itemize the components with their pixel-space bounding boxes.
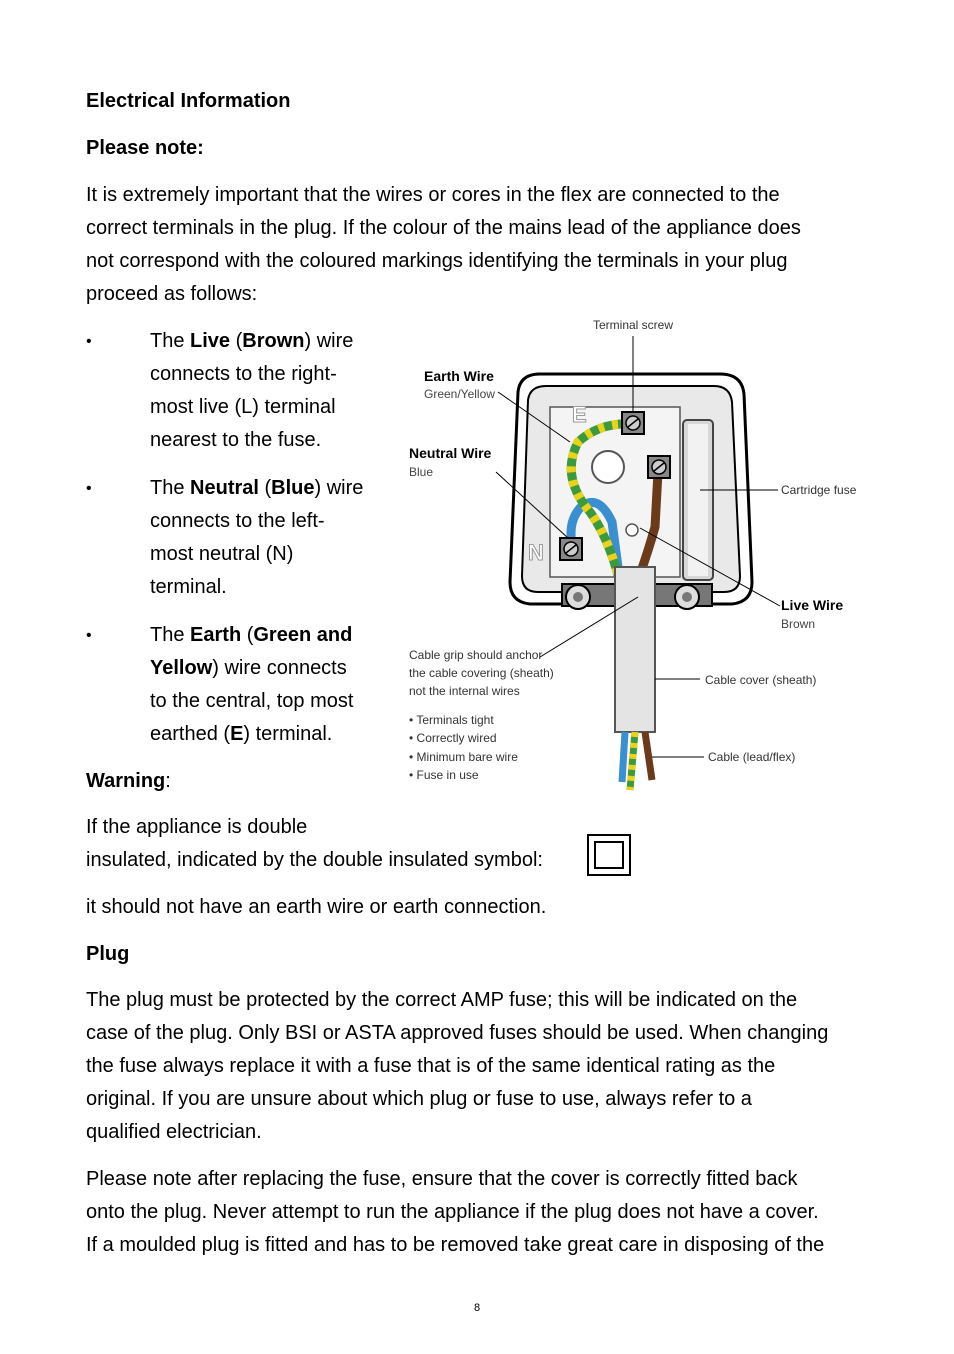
center-hole (592, 451, 624, 483)
label-neutral-wire: Neutral Wire (409, 445, 492, 461)
label-cartridge-fuse: Cartridge fuse (781, 483, 857, 497)
bullet-marker: • (86, 480, 92, 497)
plug-line: The plug must be protected by the correct AMP fuse; this will be indicated on the (86, 989, 798, 1011)
fuse-line: If a moulded plug is fitted and has to be removed take great care in disposing of the (86, 1234, 825, 1256)
double-insulated-symbol-icon (587, 834, 631, 876)
terminal-n-label: N (528, 540, 544, 565)
plug-wiring-diagram (400, 312, 870, 802)
plug-paragraph (86, 984, 876, 1149)
intro-paragraph (86, 179, 876, 311)
checklist-item: • Fuse in use (409, 768, 479, 782)
warning-heading: Warning: (86, 770, 171, 792)
fuse-line: Please note after replacing the fuse, ensure that the cover is correctly fitted back (86, 1168, 798, 1190)
terminal-e-label: E (572, 402, 587, 427)
label-earth-colour: Green/Yellow (424, 387, 495, 401)
label-cable-grip: Cable grip should anchor (409, 648, 543, 662)
plug-heading: Plug (86, 943, 130, 965)
checklist-item: • Minimum bare wire (409, 750, 518, 764)
brown-label: Brown (242, 330, 305, 352)
label-live-wire: Live Wire (781, 597, 844, 613)
bullet-live: The Live (Brown) wire connects to the right- most live (L) terminal nearest to the fuse. (150, 330, 354, 451)
live-label: Live (190, 330, 231, 352)
warning-line: insulated, indicated by the double insulated symbol: (86, 849, 543, 871)
page-number: 8 (473, 1302, 481, 1314)
note-heading: Please note: (86, 137, 204, 159)
page-heading: Electrical Information (86, 90, 291, 112)
bullet-neutral: The Neutral (Blue) wire connects to the left- most neutral (N) terminal. (150, 477, 364, 598)
fuse-paragraph (86, 1163, 876, 1262)
label-cable-lead: Cable (lead/flex) (708, 750, 796, 764)
intro-line: proceed as follows: (86, 283, 258, 305)
plug-line: the fuse always replace it with a fuse that is of the same identical rating as the (86, 1055, 776, 1077)
plug-line: original. If you are unsure about which plug or fuse to use, always refer to a (86, 1088, 752, 1110)
warning-line: it should not have an earth wire or earth connection. (86, 896, 547, 918)
green-yellow-label: Green and (253, 624, 353, 646)
blue-label: Blue (271, 477, 315, 499)
svg-text:the cable covering (sheath): the cable covering (sheath) (409, 666, 554, 680)
earth-label: Earth (190, 624, 242, 646)
label-neutral-colour: Blue (409, 465, 434, 479)
neutral-label: Neutral (190, 477, 259, 499)
plug-line: case of the plug. Only BSI or ASTA approved fuses should be used. When changing (86, 1022, 829, 1044)
label-earth-wire: Earth Wire (424, 368, 494, 384)
label-terminal-screw: Terminal screw (593, 318, 674, 332)
checklist-item: • Correctly wired (409, 731, 497, 745)
fuse-line: onto the plug. Never attempt to run the appliance if the plug does not have a cover. (86, 1201, 819, 1223)
intro-line: It is extremely important that the wires or cores in the flex are connected to the (86, 184, 780, 206)
bullet-marker: • (86, 627, 92, 644)
label-cable-cover: Cable cover (sheath) (705, 673, 817, 687)
warning-line: If the appliance is double (86, 816, 308, 838)
plug-line: qualified electrician. (86, 1121, 262, 1143)
checklist-item: • Terminals tight (409, 713, 494, 727)
bullet-marker: • (86, 333, 92, 350)
svg-text:not the internal wires: not the internal wires (409, 684, 520, 698)
intro-line: not correspond with the coloured markings identifying the terminals in your plug (86, 250, 788, 272)
intro-line: correct terminals in the plug. If the colour of the mains lead of the appliance does (86, 217, 801, 239)
cable-sheath (615, 567, 655, 732)
label-live-colour: Brown (781, 617, 816, 631)
bullet-earth: The Earth (Green and Yellow) wire connects to the central, top most earthed (E) terminal. (150, 624, 354, 745)
